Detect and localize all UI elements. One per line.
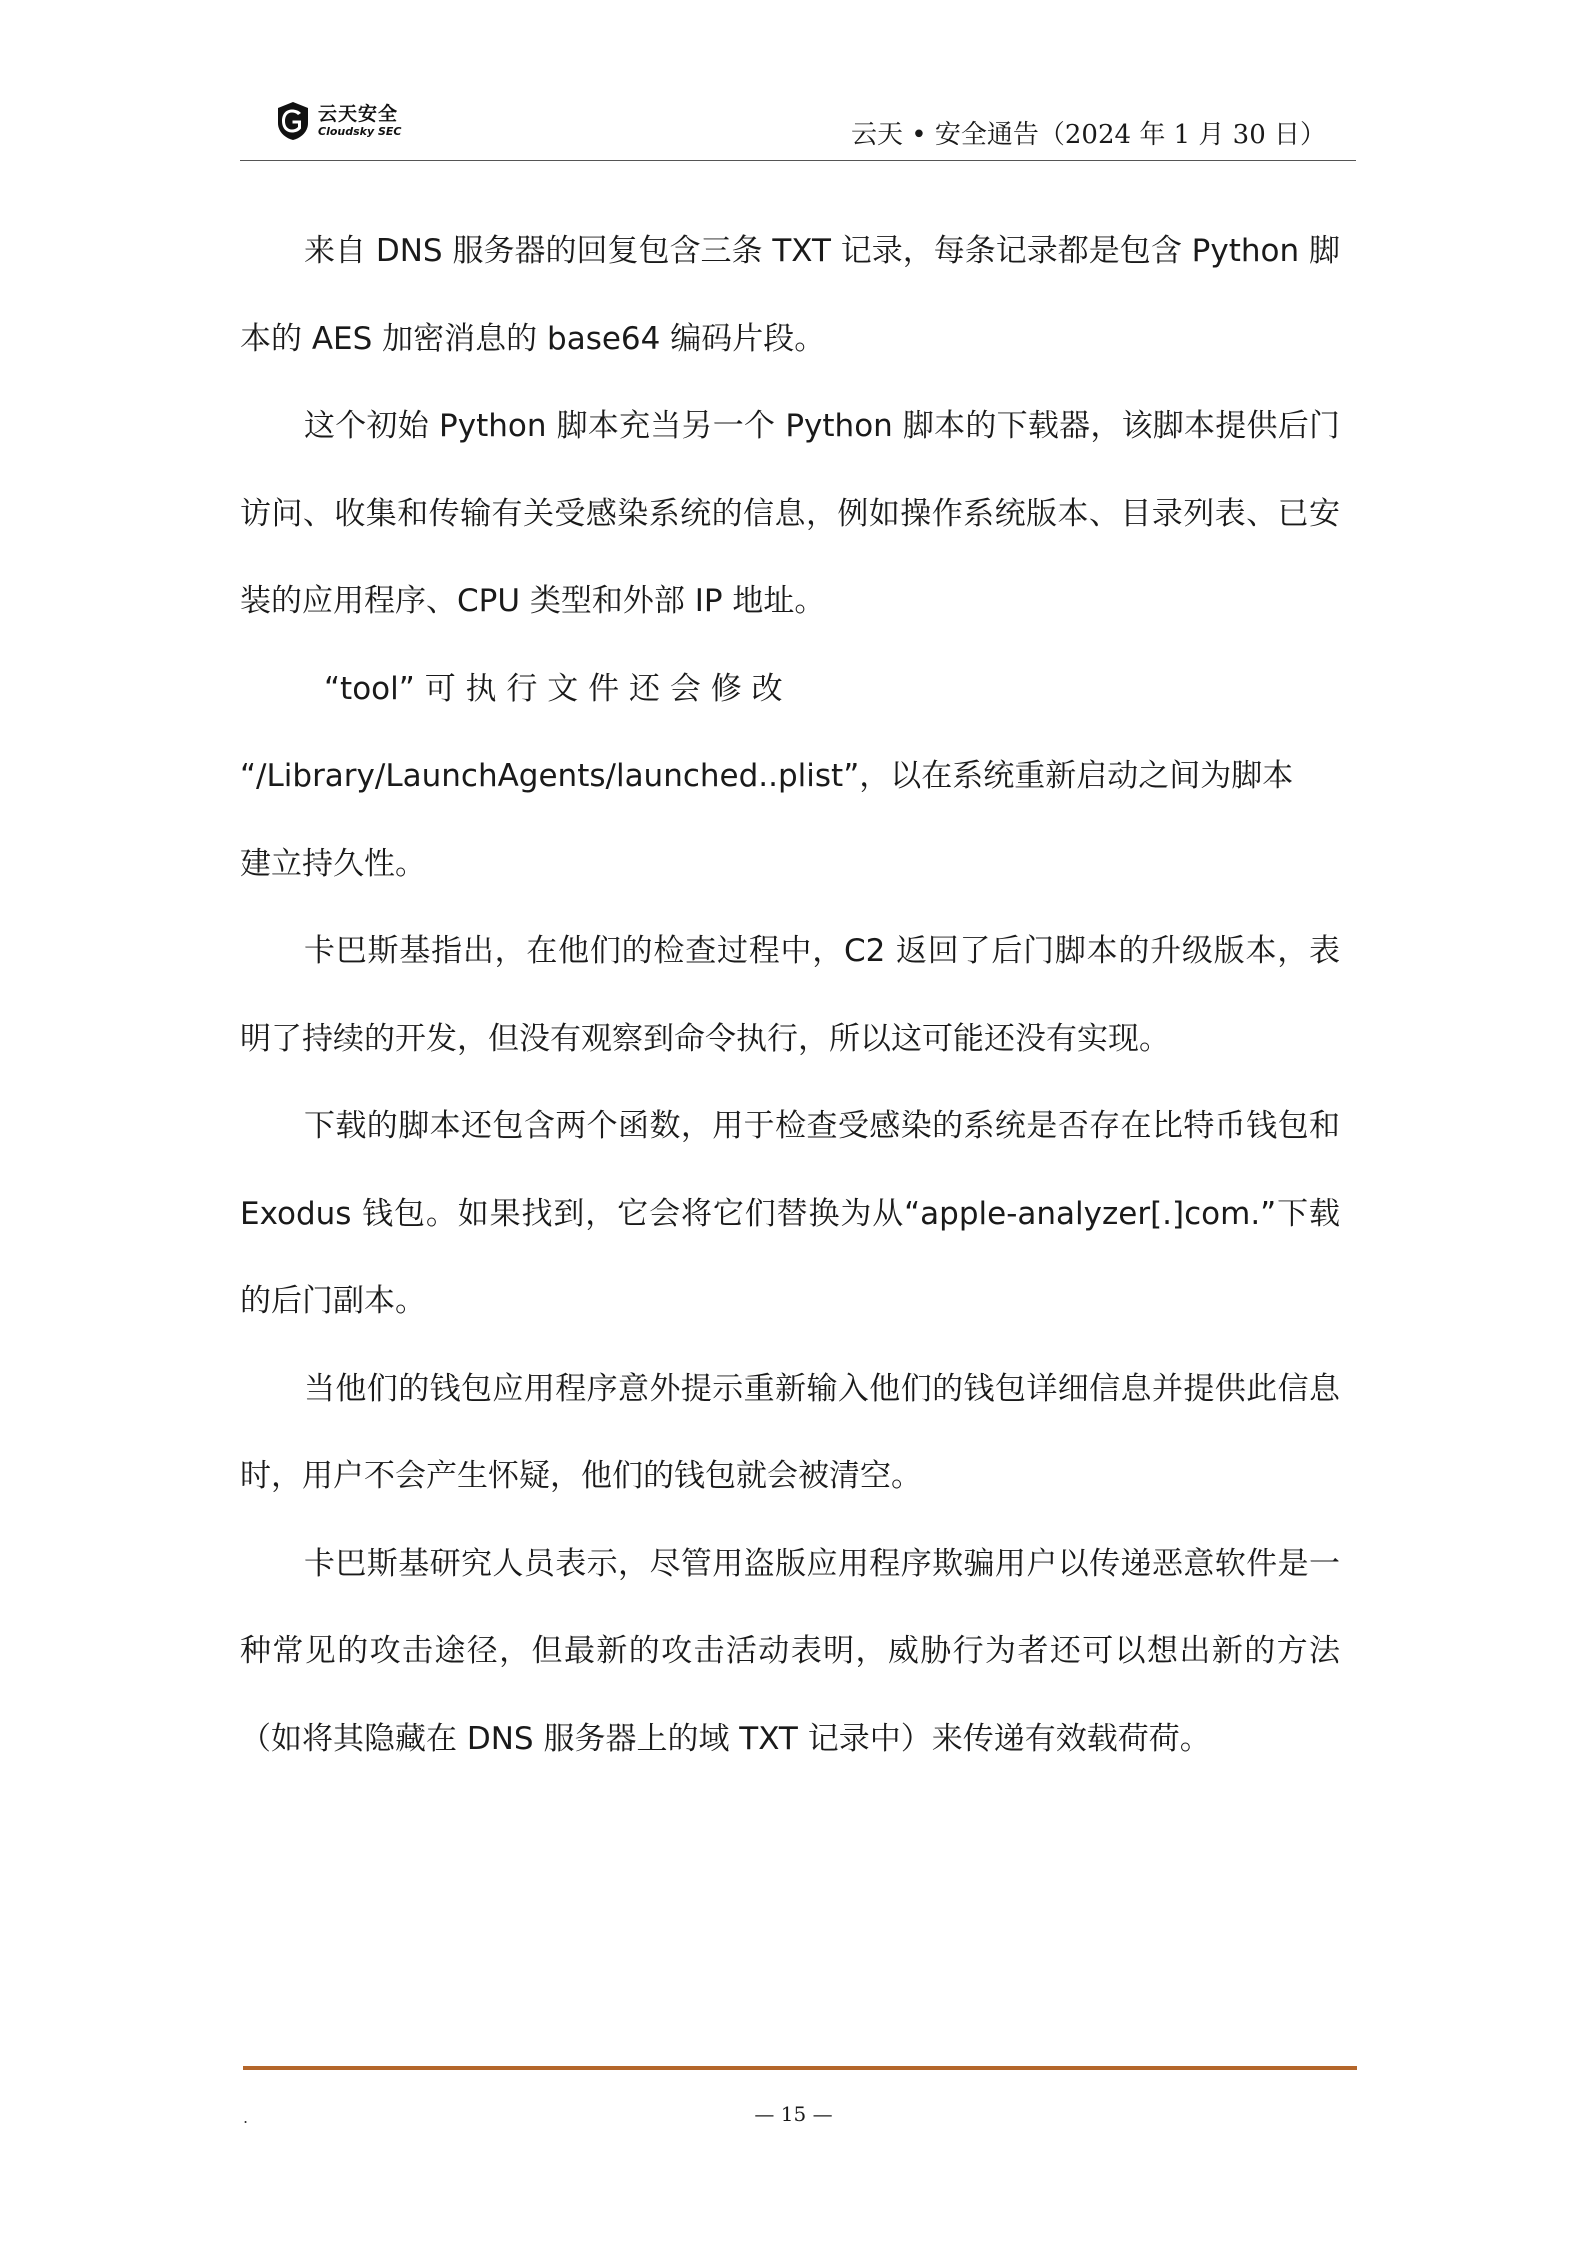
spread-word: 会 <box>669 670 701 707</box>
spread-word: 改 <box>751 670 783 707</box>
spread-word: 行 <box>506 670 538 707</box>
spread-word: 可 <box>424 670 456 707</box>
tool-paragraph-line-2: “/Library/LaunchAgents/launched..plist”，以在系统重新启动之间为脚本 <box>240 758 1294 794</box>
spread-word: 修 <box>710 670 742 707</box>
spread-word: 执 <box>465 670 497 707</box>
footer-divider <box>243 2066 1357 2070</box>
footer-dot: . <box>243 2108 249 2127</box>
paragraph-python-downloader: 这个初始 Python 脚本充当另一个 Python 脚本的下载器，该脚本提供后门访问、收集和传输有关受感染系统的信息，例如操作系统版本、目录列表、已安装的应用程序、CPU 类型和外部 IP 地址。 <box>240 408 1340 619</box>
paragraph-wallet-emptied: 当他们的钱包应用程序意外提示重新输入他们的钱包详细信息并提供此信息时，用户不会产生怀疑，他们的钱包就会被清空。 <box>240 1370 1340 1494</box>
tool-paragraph-line-3: 建立持久性。 <box>240 845 426 882</box>
paragraph-researchers-conclusion: 卡巴斯基研究人员表示，尽管用盗版应用程序欺骗用户以传递恶意软件是一种常见的攻击途径，但最新的攻击活动表明，威胁行为者还可以想出新的方法（如将其隐藏在 DNS 服务器上的域 TXT 记录中）来传递有效载荷荷。 <box>240 1545 1340 1757</box>
spread-word: 件 <box>588 670 620 707</box>
paragraph-kaspersky-c2: 卡巴斯基指出，在他们的检查过程中，C2 返回了后门脚本的升级版本，表明了持续的开发，但没有观察到命令执行，所以这可能还没有实现。 <box>240 933 1340 1057</box>
shield-logo-icon <box>276 101 310 141</box>
logo-english-name: Cloudsky SEC <box>318 125 402 138</box>
paragraph-tool-persistence <box>240 646 1340 909</box>
paragraph-dns-reply: 来自 DNS 服务器的回复包含三条 TXT 记录，每条记录都是包含 Python 脚本的 AES 加密消息的 base64 编码片段。 <box>240 233 1340 357</box>
spread-word: 文 <box>547 670 579 707</box>
header-title: 云天 • 安全通告（2024 年 1 月 30 日） <box>851 120 1326 150</box>
company-logo <box>276 98 401 144</box>
logo-text <box>318 103 401 139</box>
document-body <box>240 208 1340 1783</box>
tool-paragraph-line-1 <box>240 646 1340 734</box>
logo-chinese-name: 云天安全 <box>318 103 399 125</box>
spread-word: 还 <box>628 670 660 707</box>
header-divider <box>240 160 1356 161</box>
spread-word: “tool” <box>324 670 415 707</box>
paragraph-wallet-functions: 下载的脚本还包含两个函数，用于检查受感染的系统是否存在比特币钱包和 Exodus 钱包。如果找到，它会将它们替换为从“apple-analyzer[.]com.”下载的后门副本。 <box>240 1108 1340 1319</box>
page-header <box>240 92 1356 162</box>
page-number: — 15 — <box>754 2102 833 2126</box>
